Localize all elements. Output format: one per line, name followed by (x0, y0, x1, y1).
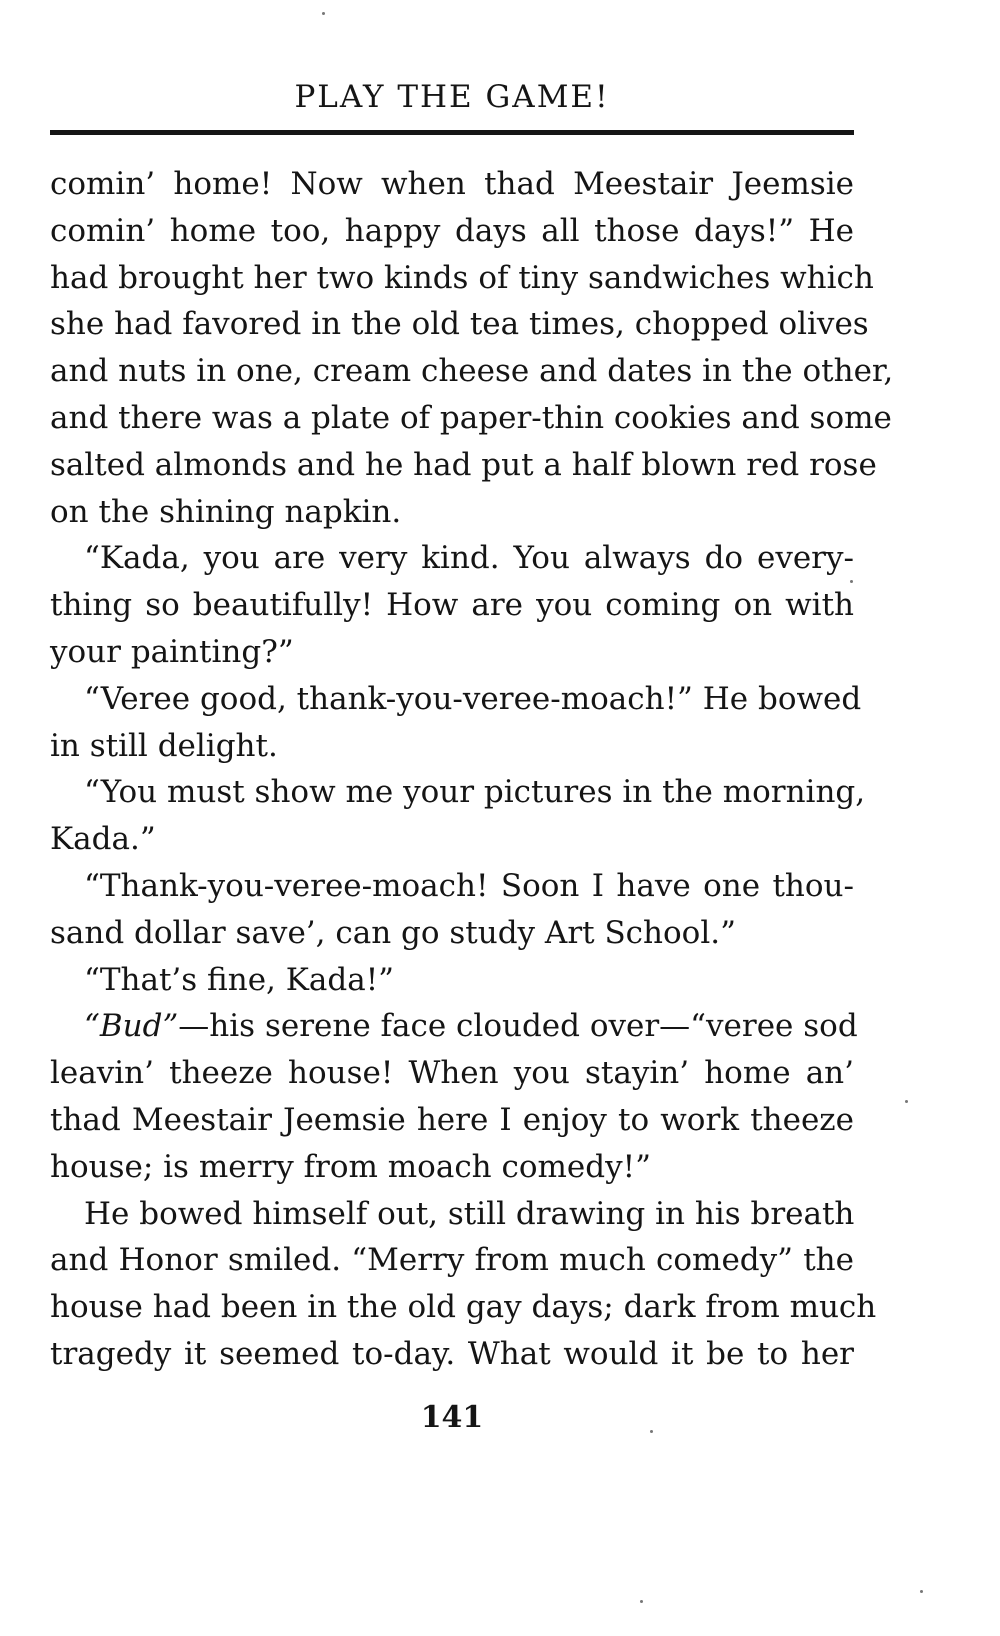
paper-speck (322, 12, 325, 15)
running-head-title: PLAY THE GAME! (294, 79, 610, 115)
text-line: and nuts in one, cream cheese and dates in the other, (50, 353, 894, 390)
text-line: He bowed himself out, still drawing in his breath (84, 1195, 855, 1232)
text-line: house had been in the old gay days; dark from much (50, 1289, 877, 1326)
italic-name: “Bud” (84, 1008, 179, 1045)
text-line (50, 1003, 858, 1050)
paper-speck (850, 580, 853, 583)
body-text (50, 161, 894, 1378)
text-line: house; is merry from moach comedy!” (50, 1148, 651, 1185)
text-line: and Honor smiled. “Merry from much comedy” the (50, 1242, 854, 1279)
text-line: had brought her two kinds of tiny sandwiches which (50, 259, 874, 296)
text-line: she had favored in the old tea times, chopped olives (50, 306, 869, 343)
text-line: comin’ home! Now when thad Meestair Jeemsie (50, 166, 854, 202)
text-line: “Veree good, thank-you-veree-moach!” He bowed (84, 680, 862, 717)
text-line: sand dollar save’, can go study Art School.” (50, 914, 736, 951)
text-line: “You must show me your pictures in the morning, (84, 774, 866, 811)
text-line: “Thank-you-veree-moach! Soon I have one thou- (84, 867, 854, 904)
text-line: comin’ home too, happy days all those days!” He (50, 212, 854, 249)
text-line: “That’s fine, Kada!” (84, 961, 395, 998)
text-line-rest: —his serene face clouded over—“veree sod (178, 1008, 858, 1045)
text-line: salted almonds and he had put a half blown red rose (50, 446, 877, 483)
paper-speck (650, 1430, 653, 1433)
paper-speck (920, 1590, 923, 1593)
text-line: tragedy it seemed to-day. What would it be to her (50, 1335, 854, 1372)
paper-speck (905, 1100, 908, 1103)
text-line: your painting?” (50, 633, 294, 670)
text-line: on the shining napkin. (50, 493, 402, 530)
header-rule (50, 130, 854, 135)
text-line: leavin’ theeze house! When you stayin’ home an’ (50, 1055, 854, 1092)
text-line: and there was a plate of paper-thin cookies and some (50, 399, 892, 436)
paper-speck (640, 1600, 643, 1603)
text-line: Kada.” (50, 821, 156, 858)
text-line: thing so beautifully! How are you coming on with (50, 587, 854, 624)
text-line: in still delight. (50, 727, 278, 764)
page-number: 141 (420, 1400, 484, 1435)
text-line: “Kada, you are very kind. You always do every- (84, 540, 854, 577)
text-line: thad Meestair Jeemsie here I enjoy to work theeze (50, 1101, 854, 1138)
